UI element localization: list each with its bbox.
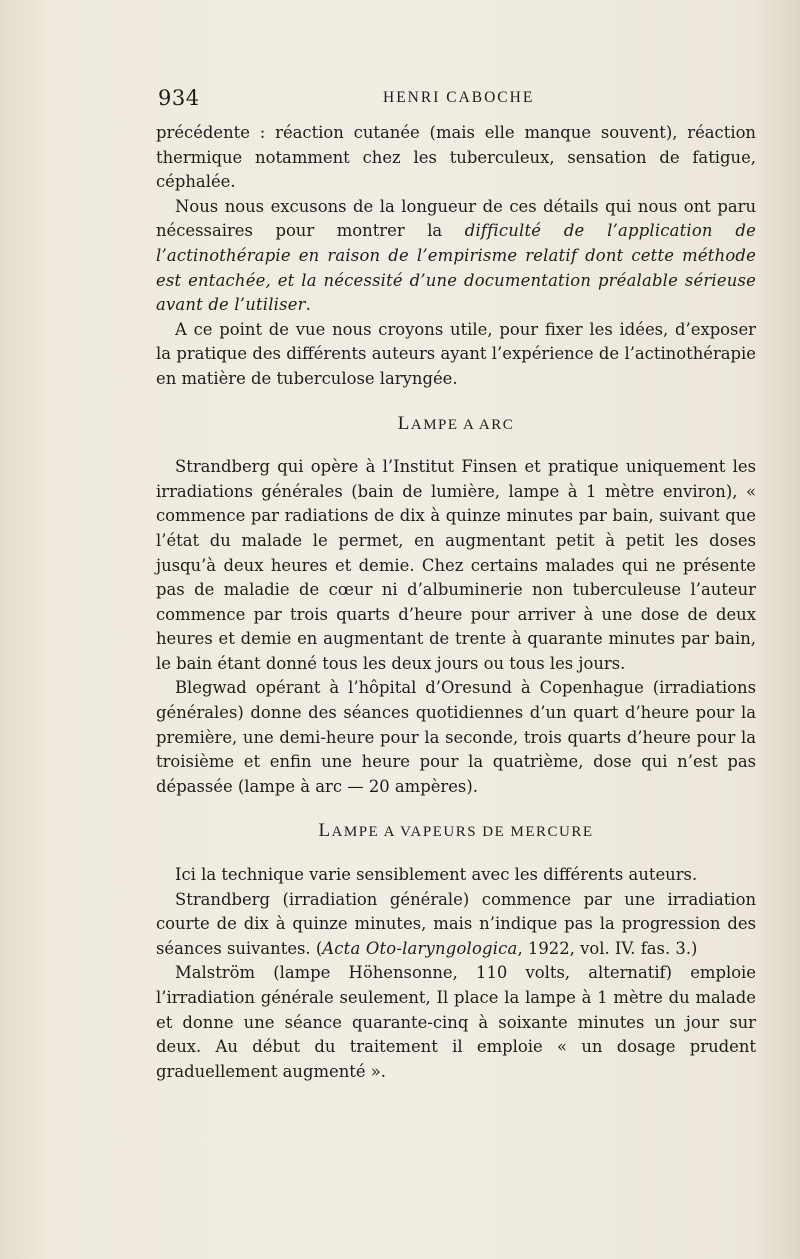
heading-initial: L: [397, 412, 411, 434]
section-heading-lampe-mercure: [156, 819, 756, 845]
page-number: 934: [158, 86, 200, 110]
page-header: [158, 86, 758, 116]
paragraph-strandberg: Strandberg qui opère à l’Institut Finsen et pratique uniquement les irradiations générales (bain de lumière, lampe à 1 mètre environ), « commence par radiations de dix à quinze minutes par bain, suivant que l’état du malade le permet, en augmentant petit à petit les doses jusqu’à deux heures et demie. Chez certains malades qui ne présente pas de maladie de cœur ni d’albuminerie non tuberculeuse l’auteur commence par trois quarts d’heure pour arriver à une dose de deux heures et demie en augmentant de trente à quarante minutes par bain, le bain étant donné tous les deux jours ou tous les jours.: [156, 457, 756, 673]
heading-initial: L: [318, 820, 332, 842]
page-body: [156, 121, 756, 1084]
paragraph-strandberg-mercure-end: , 1922, vol. IV. fas. 3.): [517, 938, 698, 958]
heading-rest: AMPE A ARC: [410, 416, 515, 433]
paragraph-excuse-italic: difficulté de l’application de l’actinothérapie en raison de l’empirisme relatif dont cette méthode est entachée, et la nécessité d’une documentation préalable sérieuse avant de l’utiliser: [156, 221, 757, 315]
paragraph-malstrom: Malström (lampe Höhensonne, 110 volts, alternatif) emploie l’irradiation générale seulement, Il place la lampe à 1 mètre du malade et donne une séance quarante-cinq à soixante minutes un jour sur deux. Au début du traitement il emploie « un dosage prudent graduellement augmenté ».: [156, 963, 756, 1081]
paragraph-strandberg-mercure-text: Strandberg (irradiation générale) commence par une irradiation courte de dix à quinze minutes, mais n’indique pas la progression des séances suivantes. (: [156, 889, 756, 958]
paragraph-intro-authors: A ce point de vue nous croyons utile, pour fixer les idées, d’exposer la pratique des différents auteurs ayant l’expérience de l’actinothérapie en matière de tuberculose laryngée.: [156, 319, 756, 388]
heading-rest: AMPE A VAPEURS DE MERCURE: [331, 824, 594, 841]
paragraph-continuation: précédente : réaction cutanée (mais elle manque souvent), réaction thermique notamment chez les tuberculeux, sensation de fatigue, céphalée.: [156, 123, 756, 192]
journal-title: Acta Oto-laryngologica: [322, 938, 518, 958]
running-head: HENRI CABOCHE: [383, 89, 535, 106]
section-heading-lampe-arc: [156, 412, 756, 438]
paragraph-excuse-text: Nous nous excusons de la longueur de ces détails qui nous ont paru nécessaires pour montrer la: [156, 196, 756, 241]
paragraph-strandberg-mercure: [156, 888, 756, 962]
paragraph-technique: Ici la technique varie sensiblement avec les différents auteurs.: [175, 865, 698, 885]
paragraph-excuse-end: .: [305, 295, 311, 315]
paragraph-blegwad: Blegwad opérant à l’hôpital d’Oresund à Copenhague (irradiations générales) donne des séances quotidiennes d’un quart d’heure pour la première, une demi-heure pour la seconde, trois quarts d’heure pour la troisième et enfin une heure pour la quatrième, dose qui n’est pas dépassée (lampe à arc — 20 ampères).: [156, 678, 756, 796]
paragraph-excuse: [156, 195, 756, 318]
